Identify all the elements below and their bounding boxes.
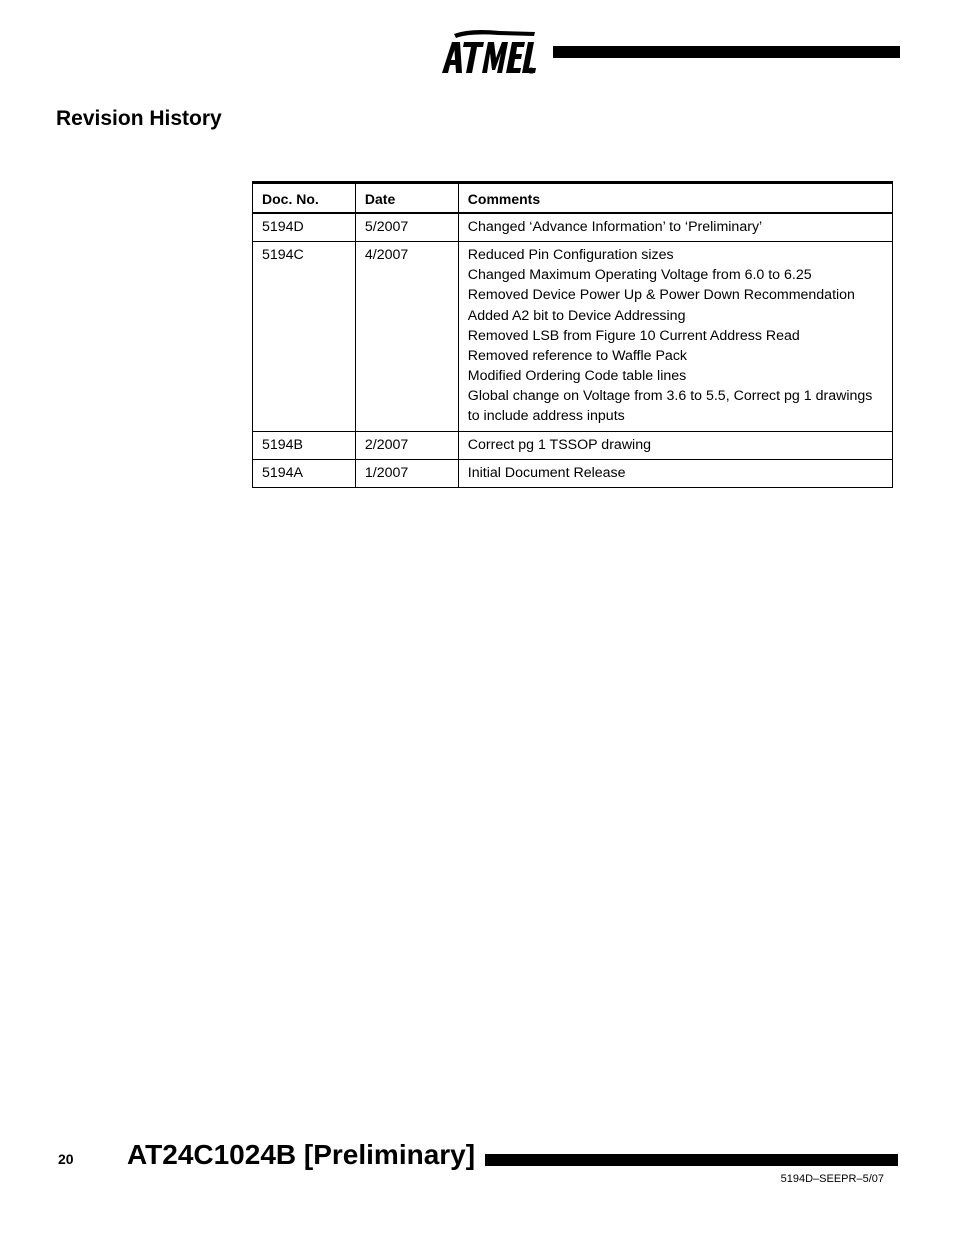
comment-line: Removed Device Power Up & Power Down Recommendation — [467, 287, 855, 304]
section-title: Revision History — [56, 107, 222, 130]
date-cell: 5/2007 — [355, 213, 458, 242]
comment-line: Removed LSB from Figure 10 Current Address Read — [467, 327, 800, 344]
column-header-comments: Comments — [458, 183, 892, 214]
comment-line: Global change on Voltage from 3.6 to 5.5, Correct pg 1 drawings to include address inputs — [467, 388, 873, 425]
header-rule — [553, 46, 900, 58]
doc-no-cell: 5194B — [253, 431, 356, 459]
comment-line: Correct pg 1 TSSOP drawing — [467, 436, 651, 453]
comments-cell — [458, 213, 892, 242]
date-cell: 4/2007 — [355, 242, 458, 432]
comment-line: Added A2 bit to Device Addressing — [467, 307, 686, 324]
date-cell: 1/2007 — [355, 459, 458, 487]
column-header-doc-no: Doc. No. — [253, 183, 356, 214]
comments-cell — [458, 431, 892, 459]
doc-no-cell: 5194D — [253, 213, 356, 242]
document-code: 5194D–SEEPR–5/07 — [780, 1173, 884, 1185]
footer-rule — [485, 1154, 898, 1166]
comment-line: Removed reference to Waffle Pack — [467, 347, 688, 364]
comments-cell — [458, 459, 892, 487]
atmel-logo-graphic — [440, 28, 540, 78]
comment-line: Changed ‘Advance Information’ to ‘Preliminary’ — [467, 219, 763, 235]
date-cell: 2/2007 — [355, 431, 458, 459]
comment-line: Initial Document Release — [467, 464, 626, 481]
comment-line: Modified Ordering Code table lines — [467, 368, 687, 385]
table-row — [253, 431, 893, 459]
table-row — [253, 242, 893, 432]
revision-history-table — [252, 181, 893, 488]
column-header-date: Date — [355, 183, 458, 214]
comments-cell — [458, 242, 892, 432]
registered-mark: ® — [528, 66, 535, 76]
table-row — [253, 459, 893, 487]
comment-line: Changed Maximum Operating Voltage from 6.0 to 6.25 — [467, 267, 812, 284]
comment-line: Reduced Pin Configuration sizes — [467, 247, 674, 263]
table-header-row — [253, 183, 893, 214]
table-row — [253, 213, 893, 242]
document-title: AT24C1024B [Preliminary] — [127, 1139, 476, 1170]
doc-no-cell: 5194C — [253, 242, 356, 432]
page-number: 20 — [58, 1151, 74, 1167]
atmel-logo — [440, 28, 540, 78]
doc-no-cell: 5194A — [253, 459, 356, 487]
